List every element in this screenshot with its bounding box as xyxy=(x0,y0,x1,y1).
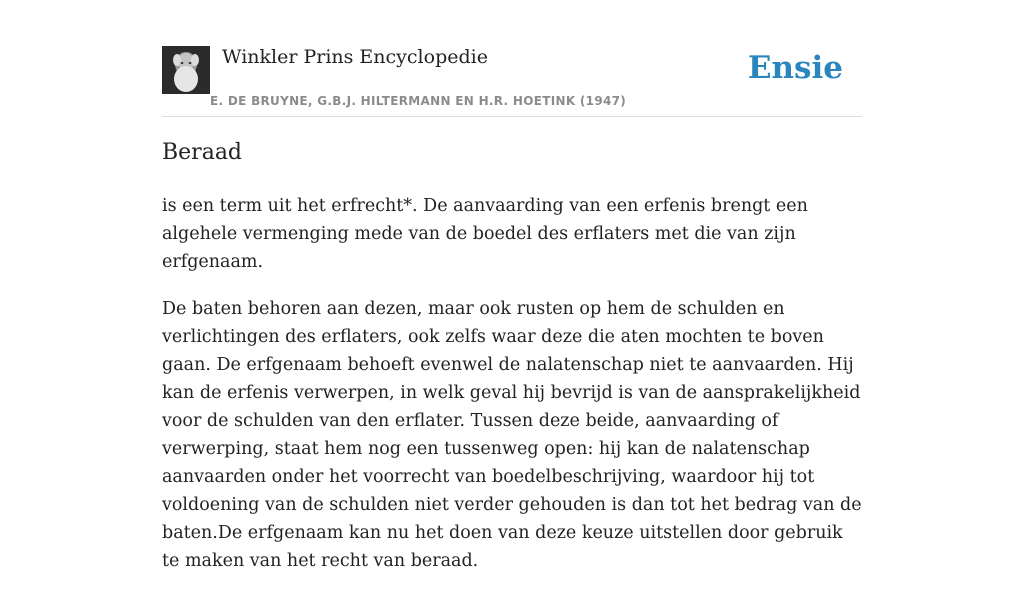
brand-logo[interactable]: Ensie xyxy=(747,50,843,86)
publication-authors: E. DE BRUYNE, G.B.J. HILTERMANN EN H.R. HOETINK (1947) xyxy=(210,94,627,108)
entry-paragraph: is een term uit het erfrecht*. De aanvaarding van een erfenis brengt een algehele vermenging mede van de boedel des erflaters met die van zijn erfgenaam. xyxy=(162,196,808,272)
publication-title[interactable]: Winkler Prins Encyclopedie xyxy=(222,46,488,68)
entry-paragraph: De baten behoren aan dezen, maar ook rusten op hem de schulden en verlichtingen des erflaters, ook zelfs waar deze die aten mochten te boven gaan. De erfgenaam behoeft evenwel de nalatenschap niet te aanvaarden. Hij kan de erfenis verwerpen, in welk geval hij bevrijd is van de aansprakelijkheid voor de schulden van den erflater. Tussen deze beide, aanvaarding of verwerping, staat hem nog een tussenweg open: hij kan de nalatenschap aanvaarden onder het voorrecht van boedelbeschrijving, waardoor hij tot voldoening van de schulden niet verder gehouden is dan tot het bedrag van de baten.De erfgenaam kan nu het doen van deze keuze uitstellen door gebruik te maken van het recht van beraad. xyxy=(162,299,862,571)
entry-body xyxy=(162,192,862,594)
entry-title: Beraad xyxy=(162,140,243,165)
author-portrait-icon xyxy=(162,46,210,94)
page-header xyxy=(162,44,862,117)
